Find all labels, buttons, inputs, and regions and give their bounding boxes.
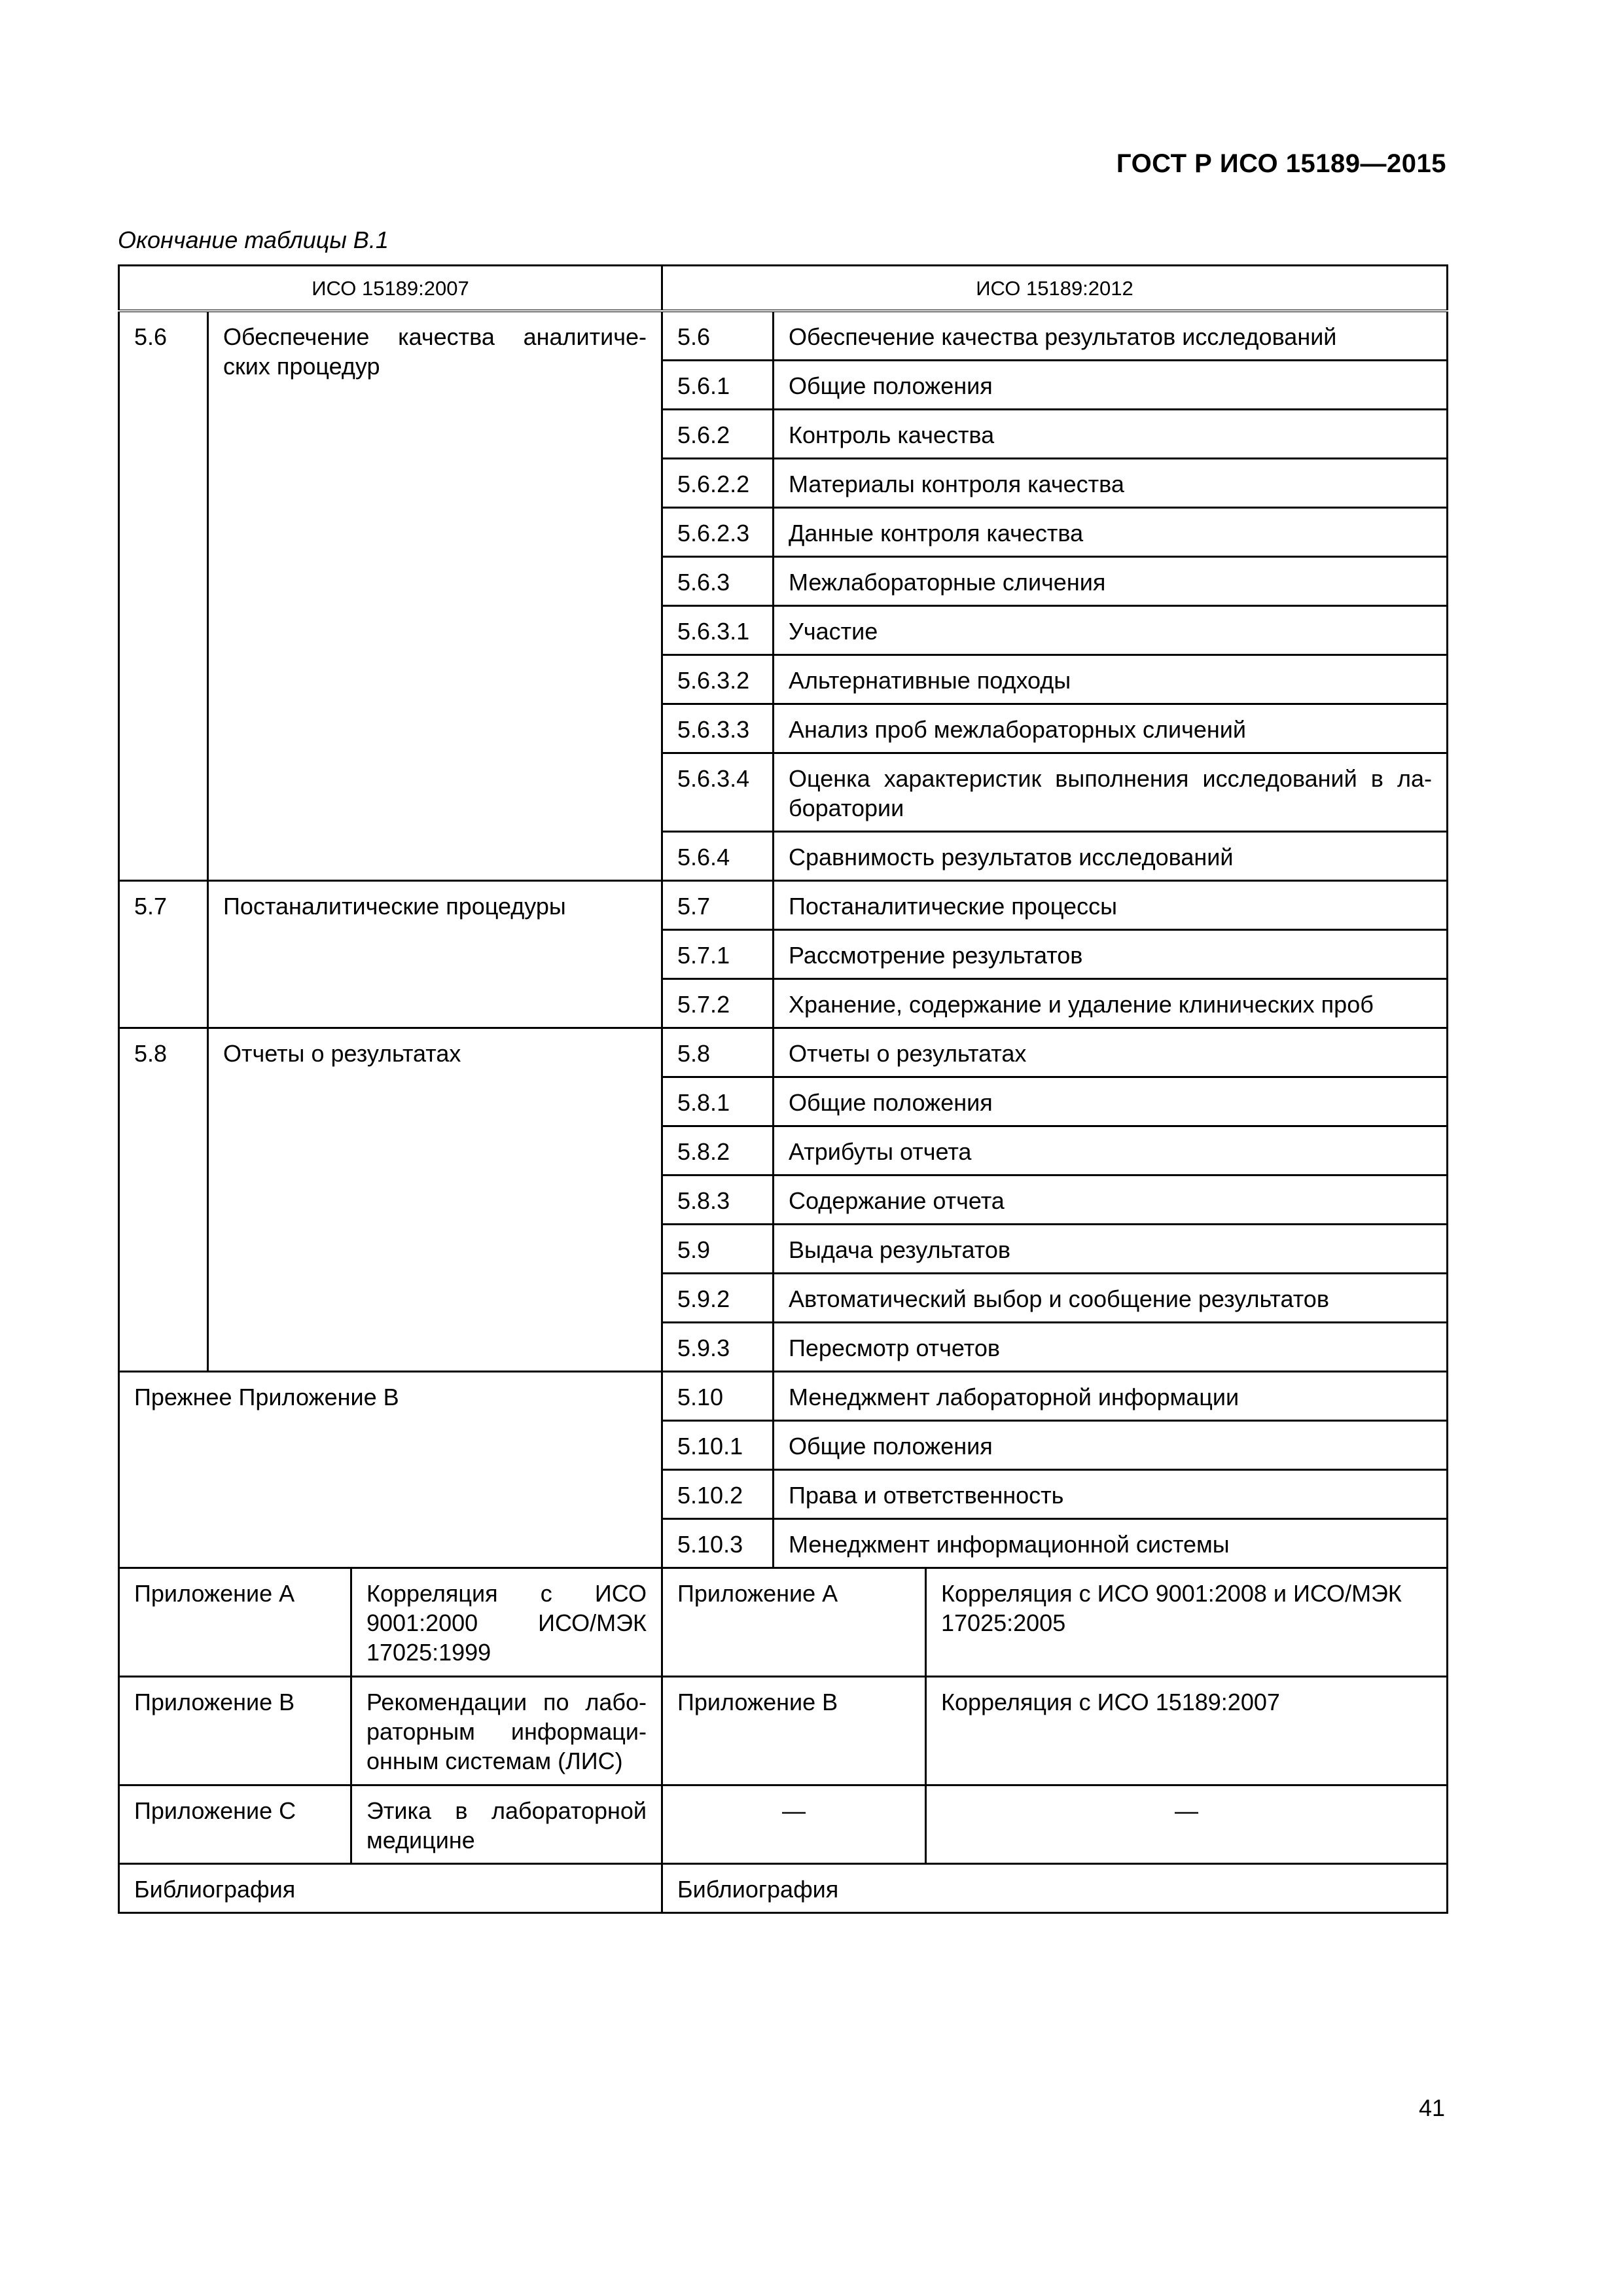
new-clause-number: 5.6 <box>662 311 774 361</box>
new-clause-number: 5.8.2 <box>662 1126 774 1175</box>
new-clause-title: Общие положения <box>774 1421 1448 1470</box>
old-bibliography: Библиография <box>119 1864 662 1913</box>
new-clause-title: Участие <box>774 606 1448 655</box>
new-clause-title: Альтернативные подходы <box>774 655 1448 704</box>
table-row-annex-b <box>119 1677 1448 1785</box>
new-clause-number: 5.6.2.3 <box>662 508 774 557</box>
page-number: 41 <box>1418 2094 1445 2121</box>
new-clause-title: Контроль качества <box>774 410 1448 459</box>
new-annex-label: — <box>662 1785 926 1864</box>
old-clause-number: 5.8 <box>119 1028 208 1372</box>
new-clause-number: 5.6.4 <box>662 832 774 881</box>
new-clause-title: Анализ проб межлабораторных сличений <box>774 704 1448 753</box>
new-clause-number: 5.7 <box>662 881 774 930</box>
new-clause-number: 5.7.1 <box>662 930 774 979</box>
table-caption: Окончание таблицы В.1 <box>118 226 389 253</box>
old-clause-title: Постаналитические процедуры <box>208 881 662 1028</box>
new-clause-title: Материалы контроля качества <box>774 459 1448 508</box>
new-clause-number: 5.6.3 <box>662 557 774 606</box>
new-clause-title: Межлабораторные сличения <box>774 557 1448 606</box>
new-clause-title: Постаналитические процессы <box>774 881 1448 930</box>
new-clause-number: 5.6.1 <box>662 361 774 410</box>
table-row-annex-a <box>119 1568 1448 1677</box>
table-row <box>119 881 1448 930</box>
table-header-row <box>119 266 1448 312</box>
old-annex-title: Этика в лабораторной медицине <box>351 1785 662 1864</box>
new-clause-number: 5.6.3.2 <box>662 655 774 704</box>
new-clause-title: Рассмотрение результатов <box>774 930 1448 979</box>
old-annex-label: Приложение А <box>119 1568 351 1677</box>
new-annex-title: Корреляция с ИСО 9001:2008 и ИСО/МЭК 17025:2005 <box>926 1568 1448 1677</box>
new-clause-number: 5.6.3.4 <box>662 753 774 832</box>
new-clause-number: 5.8.1 <box>662 1077 774 1126</box>
old-annex-title: Рекомендации по лабо-раторным информаци-онным системам (ЛИС) <box>351 1677 662 1785</box>
table-row <box>119 1372 1448 1421</box>
old-annex-label: Приложение В <box>119 1677 351 1785</box>
old-clause-title: Обеспечение качества аналитиче-ских процедур <box>208 311 662 881</box>
old-annex-title: Корреляция с ИСО 9001:2000 ИСО/МЭК 17025:1999 <box>351 1568 662 1677</box>
old-clause-number: 5.6 <box>119 311 208 881</box>
new-clause-title: Выдача результатов <box>774 1225 1448 1274</box>
new-clause-title: Автоматический выбор и сообщение результатов <box>774 1274 1448 1323</box>
new-clause-title: Менеджмент информационной системы <box>774 1519 1448 1568</box>
new-clause-title: Атрибуты отчета <box>774 1126 1448 1175</box>
old-clause-title: Отчеты о результатах <box>208 1028 662 1372</box>
table-row <box>119 1028 1448 1077</box>
new-clause-number: 5.9.3 <box>662 1323 774 1372</box>
table-row <box>119 311 1448 361</box>
new-annex-title: Корреляция с ИСО 15189:2007 <box>926 1677 1448 1785</box>
new-clause-number: 5.8.3 <box>662 1175 774 1225</box>
new-clause-number: 5.9.2 <box>662 1274 774 1323</box>
new-clause-title: Отчеты о результатах <box>774 1028 1448 1077</box>
column-header-iso-2012: ИСО 15189:2012 <box>662 266 1448 312</box>
new-clause-title: Обеспечение качества результатов исследований <box>774 311 1448 361</box>
new-clause-title: Оценка характеристик выполнения исследований в ла-боратории <box>774 753 1448 832</box>
new-annex-label: Приложение А <box>662 1568 926 1677</box>
new-clause-number: 5.6.3.3 <box>662 704 774 753</box>
new-annex-label: Приложение В <box>662 1677 926 1785</box>
new-clause-number: 5.10.1 <box>662 1421 774 1470</box>
correlation-table <box>118 264 1448 1914</box>
document-header: ГОСТ Р ИСО 15189—2015 <box>1116 149 1446 178</box>
new-clause-title: Пересмотр отчетов <box>774 1323 1448 1372</box>
new-clause-number: 5.9 <box>662 1225 774 1274</box>
new-clause-title: Права и ответственность <box>774 1470 1448 1519</box>
table-row-annex-c <box>119 1785 1448 1864</box>
old-annex-label: Приложение С <box>119 1785 351 1864</box>
new-clause-number: 5.6.2 <box>662 410 774 459</box>
new-clause-number: 5.8 <box>662 1028 774 1077</box>
column-header-iso-2007: ИСО 15189:2007 <box>119 266 662 312</box>
new-clause-number: 5.10.3 <box>662 1519 774 1568</box>
new-clause-title: Данные контроля качества <box>774 508 1448 557</box>
new-clause-title: Менеджмент лабораторной информации <box>774 1372 1448 1421</box>
new-clause-number: 5.10 <box>662 1372 774 1421</box>
new-clause-number: 5.6.3.1 <box>662 606 774 655</box>
new-clause-title: Общие положения <box>774 361 1448 410</box>
new-clause-title: Содержание отчета <box>774 1175 1448 1225</box>
new-clause-title: Хранение, содержание и удаление клинических проб <box>774 979 1448 1028</box>
new-clause-number: 5.10.2 <box>662 1470 774 1519</box>
old-annex-b-former: Прежнее Приложение В <box>119 1372 662 1568</box>
new-clause-number: 5.6.2.2 <box>662 459 774 508</box>
new-bibliography: Библиография <box>662 1864 1448 1913</box>
new-clause-number: 5.7.2 <box>662 979 774 1028</box>
new-clause-title: Общие положения <box>774 1077 1448 1126</box>
table-row-bibliography <box>119 1864 1448 1913</box>
new-clause-title: Сравнимость результатов исследований <box>774 832 1448 881</box>
new-annex-title: — <box>926 1785 1448 1864</box>
old-clause-number: 5.7 <box>119 881 208 1028</box>
